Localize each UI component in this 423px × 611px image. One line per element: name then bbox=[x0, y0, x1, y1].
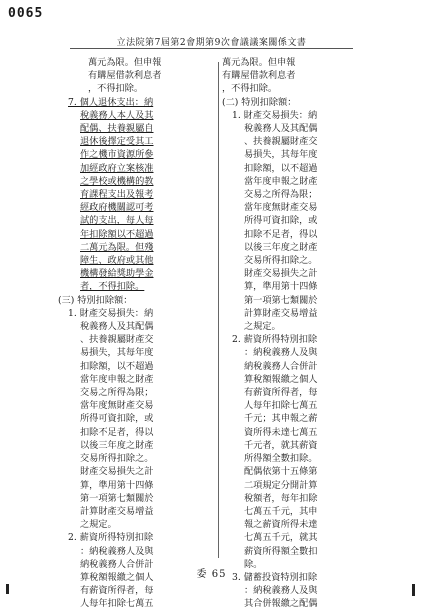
text-line: 財產交易損失之計 bbox=[244, 268, 318, 280]
text-line: 者，不得扣除。 bbox=[80, 281, 145, 293]
text-line: ，不得扣除。 bbox=[88, 83, 144, 95]
text-line: 資所得未達七萬五 bbox=[244, 426, 318, 438]
text-line: 萬元為限。但申報 bbox=[88, 57, 162, 68]
text-line: ：納稅義務人及與 bbox=[80, 545, 154, 557]
text-line: 育課程支出及報考 bbox=[80, 189, 154, 201]
text-line: 算稅額報繳之個人 bbox=[244, 373, 318, 385]
text-line: 2. 薪資所得特別扣除 bbox=[232, 334, 318, 346]
scan-mark-bottom-left bbox=[6, 584, 9, 594]
text-line: 所得額全數扣除。 bbox=[244, 453, 318, 465]
header-rule bbox=[70, 48, 353, 49]
text-line: 稅義務人本人及其 bbox=[80, 109, 154, 121]
text-line: 有薪資所得者，每 bbox=[80, 585, 154, 597]
text-line: 易損失，其每年度 bbox=[244, 149, 318, 161]
page-number: 0065 bbox=[8, 6, 44, 21]
text-line: 之學校或機構的教 bbox=[80, 175, 154, 187]
text-line: 人每年扣除七萬五 bbox=[244, 400, 318, 412]
text-line: 年扣除額以不超過 bbox=[80, 228, 154, 240]
document-header: 立法院第7屆第2會期第9次會議議案關係文書 bbox=[116, 38, 307, 48]
text-line: 第一項第七類關於 bbox=[80, 492, 154, 504]
text-line: 、扶養親屬財產交 bbox=[244, 136, 318, 148]
text-line: 7. 個人退休支出：納 bbox=[68, 96, 154, 108]
text-line: 千元者，就其薪資 bbox=[244, 439, 318, 451]
text-line: 千元；其申報之薪 bbox=[244, 413, 318, 425]
text-line: 3. 儲蓄投資特別扣除 bbox=[232, 571, 318, 583]
text-line: 二萬元為限。但殘 bbox=[80, 241, 154, 253]
text-line: 退休後擇定受其工 bbox=[80, 136, 154, 148]
page-footer: 委 65 bbox=[196, 569, 227, 580]
text-line: 第一項第七類關於 bbox=[244, 294, 318, 306]
right-column bbox=[222, 56, 376, 611]
text-line: 其合併報繳之配偶 bbox=[244, 598, 318, 610]
text-line: 除。 bbox=[244, 558, 263, 570]
text-line: 稅義務人及其配偶 bbox=[244, 123, 318, 135]
text-line: 配偶依第十五條第 bbox=[244, 466, 318, 478]
text-line: 2. 薪資所得特別扣除 bbox=[68, 532, 154, 544]
text-line: 二項規定分開計算 bbox=[244, 479, 318, 491]
text-line: 當年度申報之財產 bbox=[244, 175, 318, 187]
text-line: 機構發給獎助學金 bbox=[80, 268, 154, 280]
text-line: (三) 特別扣除額： bbox=[58, 294, 133, 306]
column-divider bbox=[218, 62, 219, 558]
text-line: 1. 財產交易損失：納 bbox=[232, 109, 318, 121]
text-line: 經政府機關認可考 bbox=[80, 202, 154, 214]
text-line: 交易所得扣除之。 bbox=[80, 453, 154, 465]
text-line: 財產交易損失之計 bbox=[80, 466, 154, 478]
text-line: 之規定。 bbox=[80, 519, 117, 531]
text-line: 扣除額，以不超過 bbox=[80, 360, 154, 372]
text-line: 1. 財產交易損失：納 bbox=[68, 307, 154, 319]
text-line: 以後三年度之財產 bbox=[80, 439, 154, 451]
text-line: (二) 特別扣除額： bbox=[222, 96, 297, 108]
text-line: 扣除不足者，得以 bbox=[80, 426, 154, 438]
text-line: 作之機市資源所參 bbox=[80, 149, 154, 161]
text-line: ：納稅義務人及與 bbox=[244, 585, 318, 597]
text-line: 算，準用第十四條 bbox=[80, 479, 154, 491]
text-line: 七萬五千元，其申 bbox=[244, 505, 318, 517]
text-line: 交易之所得為限； bbox=[244, 189, 318, 201]
text-line: 計算財產交易增益 bbox=[244, 307, 318, 319]
text-line: 算稅額報繳之個人 bbox=[80, 571, 154, 583]
text-line: 當年度申報之財產 bbox=[80, 373, 154, 385]
text-line: 有薪資所得者，每 bbox=[244, 387, 318, 399]
text-line: 納稅義務人合併計 bbox=[244, 360, 318, 372]
text-line: 納稅義務人合併計 bbox=[80, 558, 154, 570]
text-line: 加經政府立案核准 bbox=[80, 162, 154, 174]
text-line: 配偶、扶養親屬自 bbox=[80, 123, 154, 135]
left-column bbox=[58, 56, 216, 611]
text-line: 扣除不足者，得以 bbox=[244, 228, 318, 240]
text-line: 當年度無財產交易 bbox=[244, 202, 318, 214]
text-line: 稅額者，每年扣除 bbox=[244, 492, 318, 504]
text-line: 所得可資扣除，或 bbox=[80, 413, 154, 425]
text-line: ，不得扣除。 bbox=[222, 83, 278, 95]
text-line: 扣除額，以不超過 bbox=[244, 162, 318, 174]
text-line: 障生、政府或其他 bbox=[80, 255, 154, 267]
scan-mark-bottom-right bbox=[412, 584, 415, 596]
text-line: 之規定。 bbox=[244, 321, 281, 333]
text-line: 、扶養親屬財產交 bbox=[80, 334, 154, 346]
text-line: 當年度無財產交易 bbox=[80, 400, 154, 412]
text-line: 試的支出，每人每 bbox=[80, 215, 154, 227]
text-line: 萬元為限。但申報 bbox=[222, 57, 296, 68]
text-line: 計算財產交易增益 bbox=[80, 505, 154, 517]
text-line: 交易所得扣除之。 bbox=[244, 255, 318, 267]
text-line: 有購屋借款利息者 bbox=[88, 70, 162, 82]
text-line: 算，準用第十四條 bbox=[244, 281, 318, 293]
text-line: 人每年扣除七萬五 bbox=[80, 598, 154, 610]
text-line: 以後三年度之財產 bbox=[244, 241, 318, 253]
text-line: 稅義務人及其配偶 bbox=[80, 321, 154, 333]
text-line: 交易之所得為限； bbox=[80, 387, 154, 399]
text-line: 有購屋借款利息者 bbox=[222, 70, 296, 82]
text-line: 所得可資扣除，或 bbox=[244, 215, 318, 227]
text-line: 易損失，其每年度 bbox=[80, 347, 154, 359]
text-line: 報之薪資所得未達 bbox=[244, 519, 318, 531]
text-line: 七萬五千元，就其 bbox=[244, 532, 318, 544]
text-line: ：納稅義務人及與 bbox=[244, 347, 318, 359]
text-line: 薪資所得額全數扣 bbox=[244, 545, 318, 557]
